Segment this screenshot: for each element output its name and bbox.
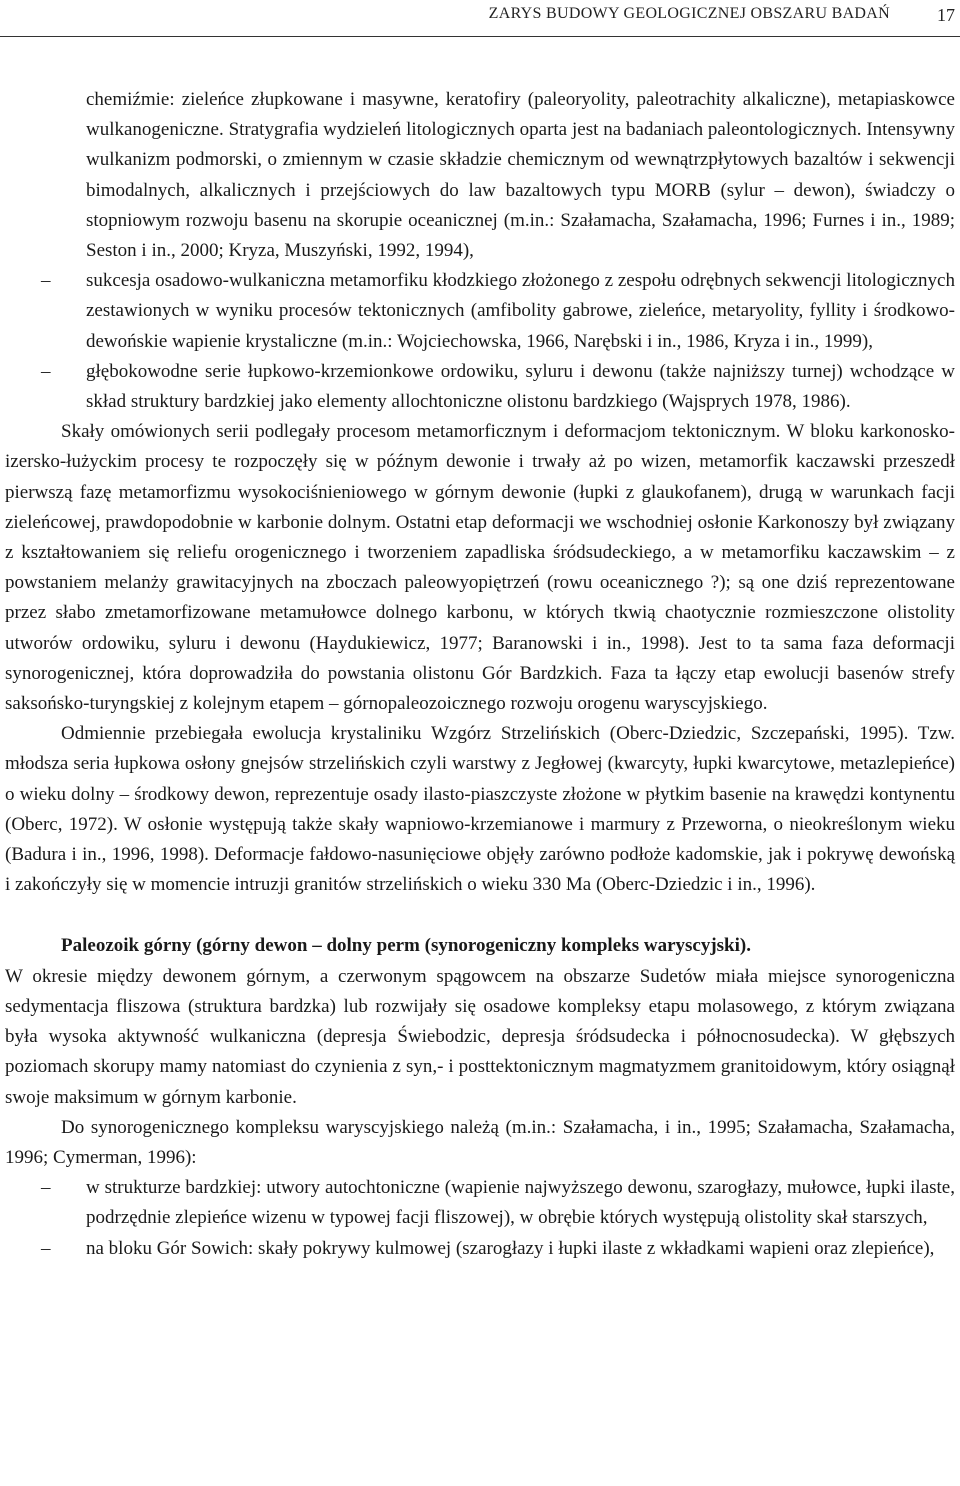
list-item-text: głębokowodne serie łupkowo-krzemionkowe ordowiku, syluru i dewonu (także najniższy turnej) wchodzące w skład struktury bardzkiej jako elementy allochtoniczne olistonu bardzkiego (Wajsprych 1978, 1986). (86, 360, 955, 413)
list-item (5, 266, 955, 357)
paragraph: W okresie między dewonem górnym, a czerwonym spągowcem na obszarze Sudetów miała miejsce synorogeniczna sedymentacja fliszowa (struktura bardzka) lub rozwijały się osadowe kompleksy etapu molasowego, z którym związana była wysoka aktywność wulkaniczna (depresja Świebodzic, depresja śródsudecka i północnosudecka). W głębszych poziomach skorupy mamy natomiast do czynienia z syn,- i posttektonicznym magmatyzmem granitoidowym, który osiągnął swoje maksimum w górnym karbonie. (5, 965, 955, 1108)
paragraph: Do synorogenicznego kompleksu waryscyjskiego należą (m.in.: Szałamacha, i in., 1995; Szałamacha, Szałamacha, 1996; Cymerman, 1996): (5, 1116, 955, 1168)
intro-continuation: chemiźmie: zieleńce złupkowane i masywne, keratofiry (paleoryolity, paleotrachity alkaliczne), metapiaskowce wulkanogeniczne. Stratygrafia wydzieleń litologicznych oparta jest na badaniach paleontologicznych. Intensywny wulkanizm podmorski, o zmiennym w czasie składzie chemicznym od wewnątrzpłytowych bazaltów i sekwencji bimodalnych, alkalicznych i przejściowych do law bazaltowych typu MORB (sylur – dewon), świadczy o stopniowym rozwoju basenu na skorupie oceanicznej (m.in.: Szałamacha, Szałamacha, 1996; Furnes i in., 1989; Seston i in., 2000; Kryza, Muszyński, 1992, 1994), (86, 89, 955, 262)
paragraph: Odmiennie przebiegała ewolucja krystaliniku Wzgórz Strzelińskich (Oberc-Dziedzic, Szczepański, 1995). Tzw. młodsza seria łupkowa osłony gnejsów strzelińskich czyli warstwy z Jegłowej (kwarcyty, łupki kwarcytowe, metazlepieńce) o wieku dolny – środkowy dewon, reprezentuje osady ilasto-piaszczyste złożone w płytkim basenie na krawędzi kontynentu (Oberc, 1972). W osłonie występują także skały wapniowo-krzemianowe i marmury z Przeworna, o nieokreślonym wieku (Badura i in., 1996, 1998). Deformacje fałdowo-nasunięciowe objęły zarówno podłoże kadomskie, jak i pokrywę dewońską i zakończyły się w momencie intruzji granitów strzelińskich o wieku 330 Ma (Oberc-Dziedzic i in., 1996). (5, 723, 955, 896)
section-spacer (5, 900, 955, 931)
list-item (5, 357, 955, 417)
list-item-text: w strukturze bardzkiej: utwory autochtoniczne (wapienie najwyższego dewonu, szarogłazy, mułowce, łupki ilaste, podrzędnie zlepieńce wizenu w typowej facji fliszowej), w obrębie których występują olistolity skał starszych, (86, 1177, 955, 1229)
body-text (5, 85, 955, 1264)
dash-marker: – (41, 270, 51, 292)
section-heading (5, 931, 955, 961)
list-item (5, 1234, 955, 1264)
list-item-text: sukcesja osadowo-wulkaniczna metamorfiku kłodzkiego złożonego z zespołu odrębnych sekwencji litologicznych zestawionych w wyniku procesów tektonicznych (amfibolity gabrowe, zieleńce, metaryolity, fyllity i środkowo-dewońskie wapienie krystaliczne (m.in.: Wojciechowska, 1966, Narębski i in., 1986, Kryza i in., 1999), (86, 270, 955, 352)
dash-marker: – (41, 1177, 51, 1199)
dash-marker: – (41, 360, 51, 382)
running-title: ZARYS BUDOWY GEOLOGICZNEJ OBSZARU BADAŃ (488, 5, 890, 22)
list-item (5, 1173, 955, 1233)
list-item-text: na bloku Gór Sowich: skały pokrywy kulmowej (szarogłazy i łupki ilaste z wkładkami wapieni oraz zlepieńce), (86, 1237, 935, 1259)
page-number: 17 (937, 5, 955, 25)
paragraph: Skały omówionych serii podlegały procesom metamorficznym i deformacjom tektonicznym. W bloku karkonosko-izersko-łużyckim procesy te rozpoczęły się w późnym dewonie i trwały aż po wizen, metamorfik kaczawski przeszedł pierwszą fazę metamorfizmu wysokociśnieniowego w górnym dewonie (łupki z glaukofanem), drugą w warunkach facji zieleńcowej, prawdopodobnie w karbonie dolnym. Ostatni etap deformacji we wschodniej osłonie Karkonoszy był związany z kształtowaniem się reliefu orogenicznego i tworzeniem zapadliska śródsudeckiego, a w metamorfiku kaczawskim – z powstaniem melanży grawitacyjnych na zboczach paleowyopiętrzeń (rowu oceanicznego ?); są one dziś reprezentowane przez słabo zmetamorfizowane metamułowce dolnego karbonu, w których tkwią chaotycznie rozmieszczone olistolity utworów ordowiku, syluru i dewonu (Haydukiewicz, 1977; Baranowski i in., 1998). Jest to ta sama faza deformacji synorogenicznej, która doprowadziła do powstania olistonu Gór Bardzkich. Faza ta łączy etap ewolucji basenów strefy saksońsko-turyngskiej z kolejnym etapem – górnopaleozoicznego rozwoju orogenu waryscyjskiego. (5, 421, 955, 715)
dash-marker: – (41, 1237, 51, 1259)
running-header (0, 0, 960, 37)
section-heading-text: Paleozoik górny (górny dewon – dolny perm (synorogeniczny kompleks waryscyjski). (61, 935, 751, 957)
